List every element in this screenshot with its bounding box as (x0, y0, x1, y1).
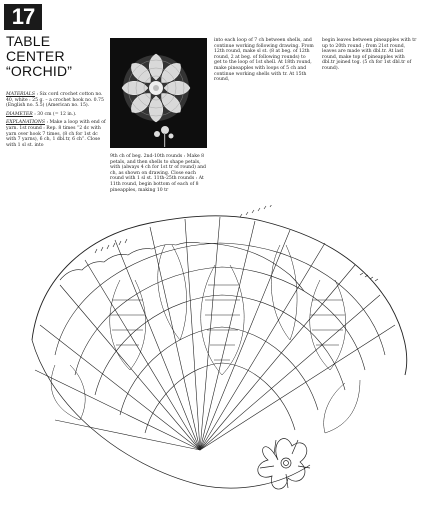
doily-photo-image (110, 38, 207, 148)
instructions-column-2: 9th ch of beg. 2nd-10th rounds : Make 8 petals, and then shells to shape petals, with (always 4 ch for 1st tr of round) and ch, as shown on drawing. Close each round with 1 sl st. 11th-25th rounds : At 11th round, begin bottom of each of 8 pineapples, making 10 tr (110, 154, 206, 193)
materials-label: MATERIALS (6, 92, 35, 97)
diameter-label: DIAMETER (6, 111, 33, 117)
title-line-1: TABLE (6, 33, 51, 49)
doily-photo (110, 38, 207, 148)
diameter-text: : 30 cm (= 12 in.). (34, 111, 77, 117)
explanations-text: : Make a loop with end of yarn. 1st round : Rep. 8 times “2 dc with yarn over hook 7 times, (8 ch for 1st dc with 7 yarns), 6 ch, 1 dbl.tr, 6 ch”. Close with 1 sl st. into (6, 120, 106, 148)
instructions-column-4: begin leaves between pineapples with tr up to 20th round ; from 21st round, leaves are made with dbl.tr. At last round, make top of pineapples with dbl.tr joined tog. (5 ch for 1st dbl.tr of round). (322, 38, 417, 71)
crochet-chart-diagram (0, 205, 424, 512)
materials-text: : Six cord crochet cotton no. 40, white : 25 g. – a crochet hook no. 0.75 (English no. 5.5) (American no. 15). (6, 92, 104, 109)
title-line-3: “ORCHID” (6, 63, 73, 79)
instructions-column-3: into each loop of 7 ch between shells, and continue working following drawing. From 12th round, make sl st. (8 at beg. of 12th round, 2 at beg. of following rounds) to get to the loop of 1st shell. At 18th round, make pineapples with loops of 5 ch and continue working shells with tr. At 15th round, (214, 38, 314, 83)
materials-paragraph (6, 92, 106, 109)
instructions-column-1 (6, 92, 106, 151)
explanations-label: EXPLANATIONS (6, 120, 45, 126)
page-title (6, 34, 106, 79)
title-line-2: CENTER (6, 48, 65, 64)
diameter-paragraph (6, 112, 106, 118)
explanations-paragraph (6, 120, 106, 148)
page-number: 17 (4, 4, 42, 30)
